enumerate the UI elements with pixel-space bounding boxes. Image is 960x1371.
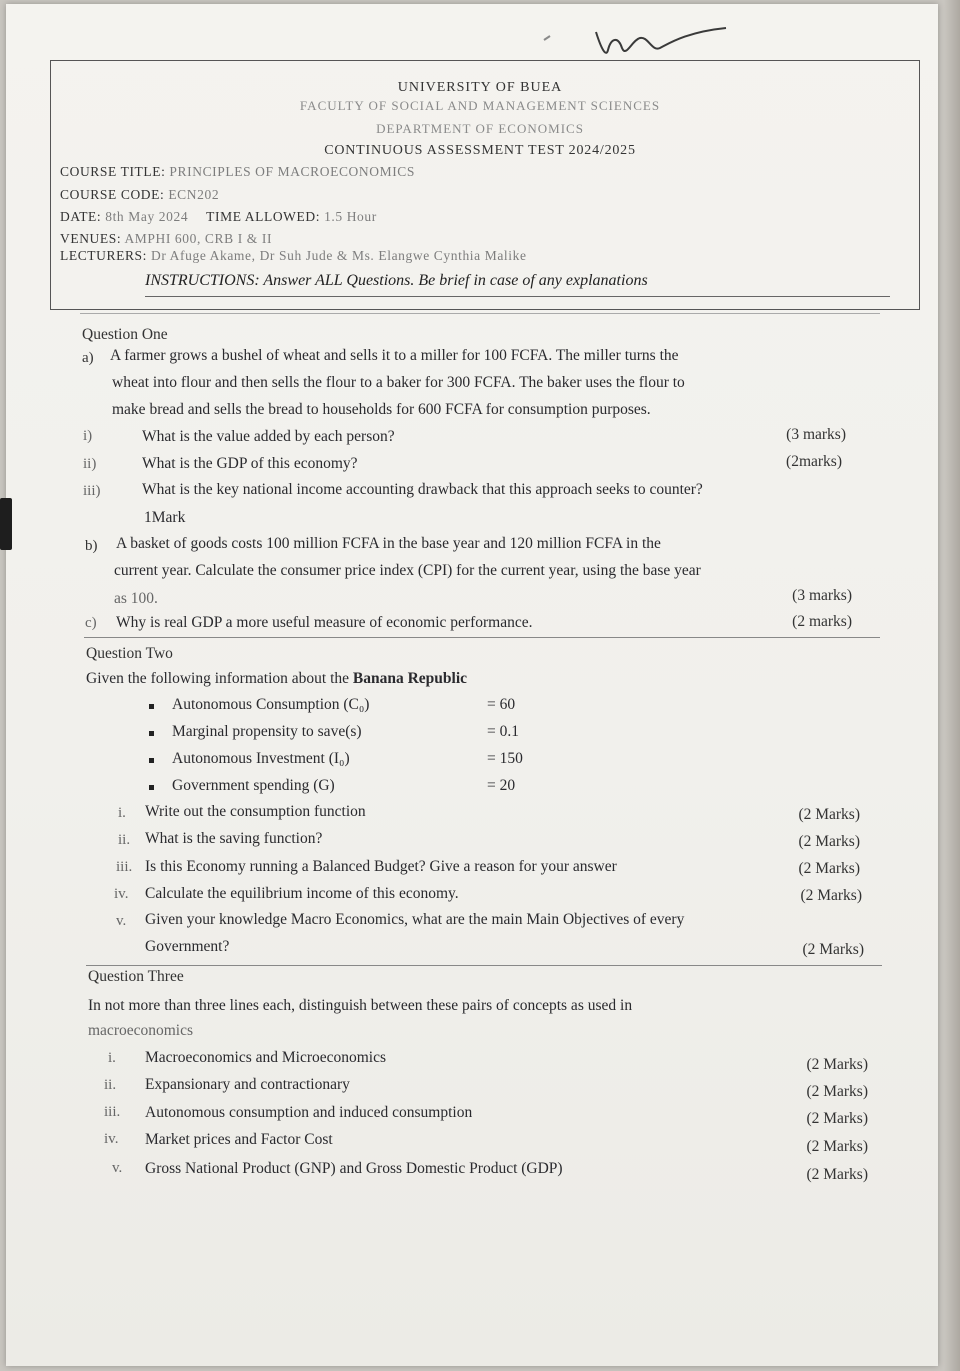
q3-v-text: Gross National Product (GNP) and Gross Domestic Product (GDP): [145, 1160, 563, 1177]
q2-v-marks: (2 Marks): [802, 941, 864, 958]
q2-data-value-4: = 20: [487, 777, 516, 794]
q1-a-label: a): [82, 350, 94, 366]
q2-i-label: i.: [118, 805, 126, 821]
q3-iv-text: Market prices and Factor Cost: [145, 1131, 333, 1148]
q1-c-marks: (2 marks): [792, 613, 852, 630]
q3-ii-marks: (2 Marks): [806, 1083, 868, 1100]
q3-iv-label: iv.: [104, 1131, 119, 1147]
q2-data-value-3: = 150: [487, 750, 523, 767]
course-title-line: [60, 164, 415, 180]
question-one-title: Question One: [82, 326, 168, 343]
question-two-title: Question Two: [86, 645, 173, 662]
lecturers-line: [60, 248, 527, 264]
q1-iii-marks: 1Mark: [144, 509, 186, 526]
q1-b-label: b): [85, 538, 98, 554]
q2-ii-marks: (2 Marks): [798, 833, 860, 850]
course-title-label: COURSE TITLE:: [60, 164, 166, 179]
q2-iii-marks: (2 Marks): [798, 860, 860, 877]
assessment-title: CONTINUOUS ASSESSMENT TEST 2024/2025: [324, 143, 636, 158]
time-value: 1.5 Hour: [324, 209, 377, 224]
section-divider: [80, 313, 880, 314]
university-name: UNIVERSITY OF BUEA: [397, 80, 563, 95]
q2-v-text-2: Government?: [145, 938, 230, 955]
bullet: [149, 785, 154, 790]
q1-b-line1: A basket of goods costs 100 million FCFA in the base year and 120 million FCFA in the: [116, 535, 661, 552]
q1-a-line1: A farmer grows a bushel of wheat and sells it to a miller for 100 FCFA. The miller turns the: [110, 347, 679, 364]
q2-data-label-3: Autonomous Investment (I₀): [172, 750, 350, 767]
q3-iv-marks: (2 Marks): [806, 1138, 868, 1155]
q1-a-line3: make bread and sells the bread to households for 600 FCFA for consumption purposes.: [112, 401, 651, 418]
q1-c-text: Why is real GDP a more useful measure of economic performance.: [116, 614, 533, 631]
q3-v-label: v.: [112, 1160, 123, 1176]
page-edge-shadow: [944, 0, 960, 1371]
course-title: PRINCIPLES OF MACROECONOMICS: [169, 164, 416, 179]
q2-iv-text: Calculate the equilibrium income of this economy.: [145, 885, 459, 902]
q2-iv-marks: (2 Marks): [800, 887, 862, 904]
q2-data-label-2: Marginal propensity to save(s): [172, 723, 362, 740]
q2-country: Banana Republic: [352, 670, 468, 687]
bullet: [149, 731, 154, 736]
q2-i-marks: (2 Marks): [798, 806, 860, 823]
q2-intro-text: Given the following information about the: [86, 670, 353, 687]
q2-data-label-1: Autonomous Consumption (C₀): [172, 696, 370, 713]
q3-v-marks: (2 Marks): [806, 1166, 868, 1183]
date-line: [60, 209, 377, 225]
course-code: ECN202: [168, 187, 220, 202]
q3-iii-text: Autonomous consumption and induced consumption: [145, 1104, 473, 1121]
q1-divider: [84, 637, 880, 638]
q1-i-text: What is the value added by each person?: [142, 428, 395, 445]
q1-ii-marks: (2marks): [786, 453, 842, 470]
q1-b-line2: current year. Calculate the consumer price index (CPI) for the current year, using the base year: [114, 562, 701, 579]
course-code-label: COURSE CODE:: [60, 187, 165, 202]
q1-b-line3: as 100.: [114, 590, 158, 607]
q1-iii-text: What is the key national income accounting drawback that this approach seeks to counter?: [142, 481, 703, 498]
q2-iii-label: iii.: [116, 859, 133, 875]
q2-v-label: v.: [116, 913, 127, 929]
q1-iii-label: iii): [83, 483, 101, 499]
q1-ii-label: ii): [83, 456, 97, 472]
q2-data-value-2: = 0.1: [487, 723, 519, 740]
bullet: [149, 758, 154, 763]
instructions: INSTRUCTIONS: Answer ALL Questions. Be brief in case of any explanations: [145, 272, 648, 289]
date-value: 8th May 2024: [105, 209, 189, 224]
q2-divider: [86, 965, 882, 966]
q3-intro-line1: In not more than three lines each, distinguish between these pairs of concepts as used in: [88, 997, 633, 1014]
q2-v-text: Given your knowledge Macro Economics, what are the main Main Objectives of every: [145, 911, 685, 928]
lecturers-value: Dr Afuge Akame, Dr Suh Jude & Ms. Elangwe Cynthia Malike: [151, 248, 527, 263]
department-name: DEPARTMENT OF ECONOMICS: [376, 121, 584, 136]
q3-i-marks: (2 Marks): [806, 1056, 868, 1073]
q1-i-label: i): [83, 428, 93, 444]
q2-i-text: Write out the consumption function: [145, 803, 366, 820]
q2-intro: [86, 670, 467, 688]
q3-i-label: i.: [108, 1050, 116, 1066]
q3-ii-text: Expansionary and contractionary: [145, 1076, 350, 1093]
q1-c-label: c): [85, 615, 97, 631]
time-label: TIME ALLOWED:: [206, 209, 321, 224]
q3-ii-label: ii.: [104, 1077, 117, 1093]
q3-i-text: Macroeconomics and Microeconomics: [145, 1049, 387, 1066]
q2-ii-label: ii.: [118, 832, 131, 848]
q2-ii-text: What is the saving function?: [145, 830, 323, 847]
q2-data-value-1: = 60: [487, 696, 516, 713]
binder-mark: [0, 498, 12, 550]
venues-label: VENUES:: [60, 231, 122, 246]
course-code-line: [60, 187, 219, 203]
lecturers-label: LECTURERS:: [60, 248, 148, 263]
faculty-name: FACULTY OF SOCIAL AND MANAGEMENT SCIENCES: [299, 98, 661, 113]
q2-data-label-4: Government spending (G): [172, 777, 335, 794]
q2-iii-text: Is this Economy running a Balanced Budget? Give a reason for your answer: [145, 858, 617, 875]
q3-iii-marks: (2 Marks): [806, 1110, 868, 1127]
q3-iii-label: iii.: [104, 1104, 121, 1120]
q1-a-line2: wheat into flour and then sells the flour to a baker for 300 FCFA. The baker uses the flour to: [112, 374, 685, 391]
venues-value: AMPHI 600, CRB I & II: [124, 231, 273, 246]
q1-b-marks: (3 marks): [792, 587, 852, 604]
venues-line: [60, 231, 272, 247]
q3-intro-line2: macroeconomics: [88, 1022, 194, 1039]
bullet: [149, 704, 154, 709]
q2-iv-label: iv.: [114, 886, 129, 902]
date-label: DATE:: [60, 209, 102, 224]
q1-i-marks: (3 marks): [786, 426, 846, 443]
question-three-title: Question Three: [88, 968, 184, 985]
q1-ii-text: What is the GDP of this economy?: [142, 455, 358, 472]
instructions-underline: [145, 296, 890, 297]
